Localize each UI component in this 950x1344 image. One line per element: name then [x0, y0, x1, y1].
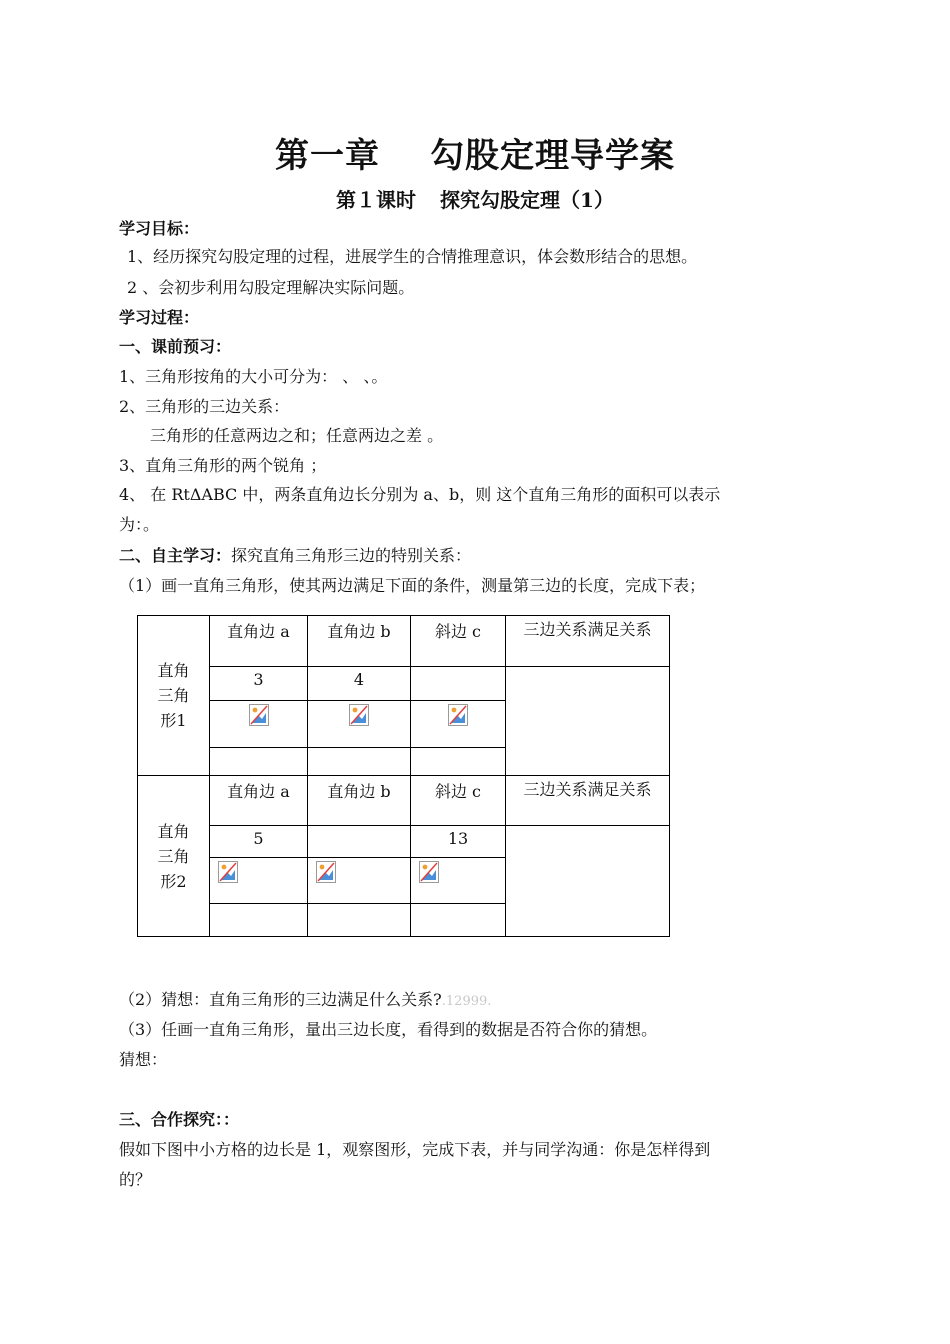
t1-empty-cell[interactable]: [308, 748, 411, 776]
t2-leg-a[interactable]: 5: [210, 826, 308, 858]
header-hypotenuse: 斜边 c: [411, 776, 506, 826]
cooperation-text-cont: 的？: [119, 1170, 152, 1189]
header-leg-a: 直角边 a: [210, 616, 308, 667]
objective-item: 1、经历探究勾股定理的过程，进展学生的合情推理意识，体会数形结合的思想。: [127, 247, 698, 266]
self-study-step-1: （1）画一直角三角形，使其两边满足下面的条件，测量第三边的长度，完成下表；: [119, 576, 706, 595]
header-relation: 三边关系满足关系: [506, 616, 670, 667]
preview-question-2: 2、三角形的三边关系：: [119, 397, 290, 416]
preview-question-1: 1、三角形按角的大小可分为： 、 、。: [119, 367, 388, 386]
header-leg-b: 直角边 b: [308, 616, 411, 667]
t2-image-cell: [308, 858, 411, 904]
preview-heading: 一、课前预习：: [119, 337, 232, 356]
self-study-heading-label: 二、自主学习：: [119, 546, 232, 565]
t1-image-cell: [308, 701, 411, 748]
step-2-faint-mark: .12999.: [441, 994, 492, 1009]
broken-image-icon: [249, 704, 269, 726]
step-3: （3）任画一直角三角形，量出三边长度，看得到的数据是否符合你的猜想。: [119, 1020, 658, 1039]
t1-hypotenuse[interactable]: [411, 667, 506, 701]
header-leg-a: 直角边 a: [210, 776, 308, 826]
t1-image-cell: [210, 701, 308, 748]
t1-empty-cell[interactable]: [411, 748, 506, 776]
t2-empty-cell[interactable]: [308, 904, 411, 937]
t2-empty-cell[interactable]: [210, 904, 308, 937]
title-name: 勾股定理导学案: [430, 136, 675, 176]
step-2-text: （2）猜想：直角三角形的三边满足什么关系?: [119, 990, 442, 1009]
preview-question-3: 3、直角三角形的两个锐角 ；: [119, 456, 327, 475]
page-subtitle: [0, 184, 950, 213]
subtitle-topic: 探究勾股定理（1）: [440, 188, 614, 212]
t2-leg-b[interactable]: [308, 826, 411, 858]
t1-relation-cell[interactable]: [506, 667, 670, 776]
guess-label: 猜想：: [119, 1050, 168, 1069]
broken-image-icon: [448, 704, 468, 726]
t2-image-cell: [411, 858, 506, 904]
preview-question-4-cont: 为：。: [119, 515, 160, 534]
preview-question-4: 4、 在 RtΔABC 中，两条直角边长分别为 a、b，则 这个直角三角形的面积可以表示: [119, 485, 721, 504]
t1-image-cell: [411, 701, 506, 748]
header-relation: 三边关系满足关系: [506, 776, 670, 826]
broken-image-icon: [316, 861, 336, 883]
triangle-1-label: 直角三角形1: [138, 616, 210, 776]
t1-leg-b[interactable]: 4: [308, 667, 411, 701]
t1-leg-a[interactable]: 3: [210, 667, 308, 701]
title-chapter: 第一章: [275, 136, 380, 176]
cooperation-text: 假如下图中小方格的边长是 1，观察图形，完成下表，并与同学沟通：你是怎样得到: [119, 1140, 711, 1159]
header-hypotenuse: 斜边 c: [411, 616, 506, 667]
subtitle-lesson: 第１课时: [336, 188, 417, 212]
t2-relation-cell[interactable]: [506, 826, 670, 937]
objectives-heading: 学习目标：: [119, 219, 200, 238]
t2-hypotenuse[interactable]: 13: [411, 826, 506, 858]
broken-image-icon: [218, 861, 238, 883]
process-heading: 学习过程：: [119, 308, 200, 327]
t1-empty-cell[interactable]: [210, 748, 308, 776]
self-study-heading-text: 探究直角三角形三边的特别关系：: [231, 546, 472, 565]
header-leg-b: 直角边 b: [308, 776, 411, 826]
page-title: [0, 128, 950, 177]
broken-image-icon: [419, 861, 439, 883]
triangle-2-label: 直角三角形2: [138, 776, 210, 937]
measurement-table: [137, 615, 670, 937]
cooperation-heading: 三、合作探究：：: [119, 1110, 240, 1129]
broken-image-icon: [349, 704, 369, 726]
step-2: [119, 989, 491, 1013]
preview-question-2-detail: 三角形的任意两边之和；任意两边之差 。: [150, 426, 444, 445]
self-study-heading: [119, 545, 471, 567]
t2-image-cell: [210, 858, 308, 904]
objective-item: 2 、会初步利用勾股定理解决实际问题。: [127, 278, 415, 297]
t2-empty-cell[interactable]: [411, 904, 506, 937]
